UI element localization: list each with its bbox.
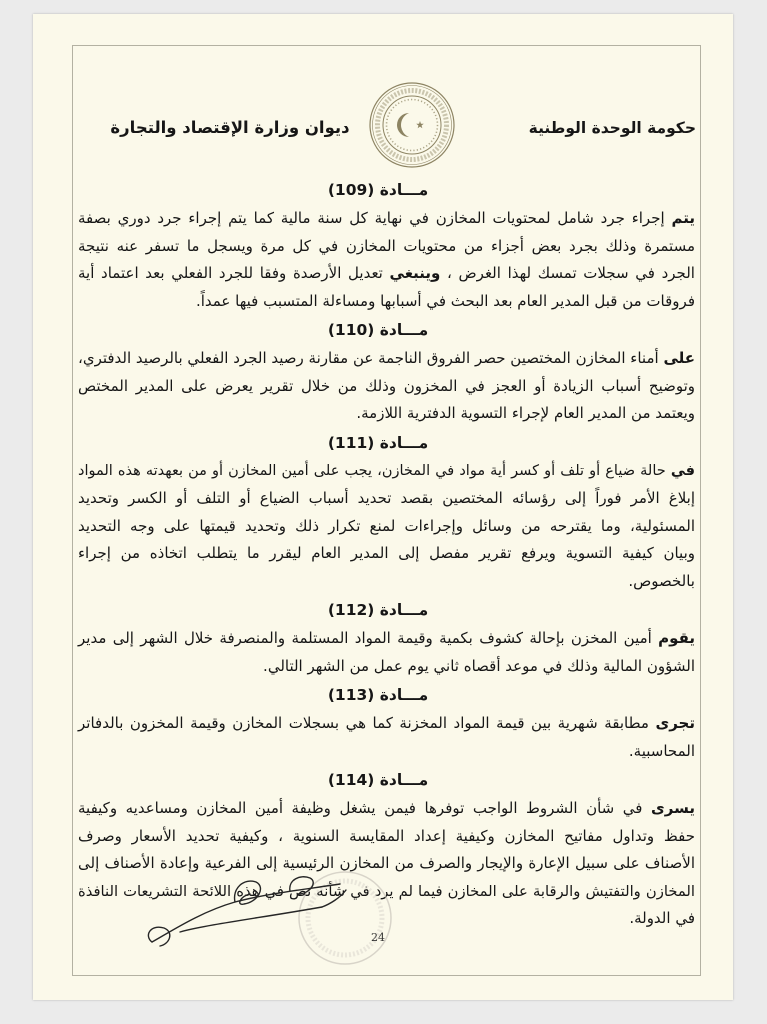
line-text: مطابقة شهرية بين قيمة المواد المخزنة كما هي بسجلات المخازن وقيمة المخزون بالدفاتر [78,714,649,732]
article-line: المخازن والتفتيش والرقابة على المخازن فيما لم يرد في شأنه نص في هذه اللائحة التشريعات النافذة [78,882,695,900]
line-text: الجرد في سجلات تمسك لهذا الغرض ، [447,264,695,282]
article-line: ويعتمد من المدير العام لإجراء التسوية الدفترية اللازمة. [356,404,695,422]
crescent-star-icon [397,113,424,137]
article-heading: مـــادة (109) [327,181,429,199]
page-number: 24 [371,931,385,944]
line-text: إجراء جرد شامل لمحتويات المخازن في نهاية كل سنة مالية كما يتم إجراء جرد دوري بصفة [78,209,665,227]
lead-word: يسرى [651,799,695,817]
article-line [78,205,695,233]
lead-word: في [670,462,695,479]
article-line: وبيان كيفية التسوية ويرفع تقرير مفصل إلى المدير العام ليقرر ما يتطلب اتخاذه من إجراء [78,544,695,562]
article-heading: مـــادة (113) [327,686,429,704]
article-line: حفظ وتداول مفاتيح المخازن وكيفية إعداد المقايسة السنوية ، وكيفية تحديد الأسعار وصرف [78,826,695,845]
signature [140,860,360,960]
article-113 [78,680,695,765]
article-line [78,260,695,288]
article-110 [78,315,695,428]
lead-word: على [663,349,695,367]
article-heading: مـــادة (110) [327,321,429,339]
article-line: المحاسبية. [628,741,695,760]
article-heading: مـــادة (111) [327,433,429,452]
lead-word: تجرى [655,714,695,732]
article-line: المسئولية، وما يقترحه من وسائل وإجراءات لمنع تكرار ذلك وتحديد قيمتها على وجه التحديد [78,516,695,535]
state-emblem-seal [368,81,456,169]
article-line [78,458,695,486]
article-line: في الدولة. [629,909,695,927]
line-text: أمين المخزن بإحالة كشوف بكمية وقيمة المواد المستلمة والمنصرفة خلال الشهر إلى مدير [78,629,652,647]
line-text: في شأن الشروط الواجب توفرها فيمن يشغل وظيفة أمين المخازن ومساعديه وكيفية [78,799,643,817]
article-109 [78,175,695,315]
ministry-title: ديوان وزارة الإقتصاد والتجارة [110,118,350,137]
article-line: إبلاغ الأمر فوراً إلى رؤسائه المختصين بقصد تحديد أسباب الضياع أو التلف أو الكسر وتحديد [78,489,695,507]
line-text: أمناء المخازن المختصين حصر الفروق الناجمة عن مقارنة رصيد الجرد الفعلي بالرصيد الدفتري، [78,349,659,367]
article-112 [78,595,695,680]
article-line [78,625,695,653]
line-text: تعديل الأرصدة وفقا للجرد الفعلي بعد اعتماد أية [78,264,383,282]
article-heading: مـــادة (112) [327,601,429,619]
government-title: حكومة الوحدة الوطنية [528,119,696,137]
article-line: الشؤون المالية وذلك في موعد أقصاه ثاني يوم عمل من الشهر التالي. [263,656,695,675]
article-line [78,795,695,823]
article-111 [78,428,695,596]
lead-word: يتم [671,209,695,227]
article-line [78,710,695,738]
line-text: حالة ضياع أو تلف أو كسر أية مواد في المخازن، يجب على أمين المخازن أو من بعهدته هذه المواد [78,462,666,479]
emphasis-word: وينبغي [389,264,441,282]
article-line: وتوضيح أسباب الزيادة أو العجز في المخزون وذلك من خلال تقرير يعرض على المدير المختص [78,376,695,395]
article-line: فروقات من قبل المدير العام بعد البحث في أسبابها ومساءلة المتسبب فيها عمداً. [195,291,695,310]
article-line: بالخصوص. [628,571,695,590]
article-line [78,345,695,373]
article-line: مستمرة وذلك بجرد بعض أجزاء من محتويات المخازن في كل مرة ويسجل ما تسفر عنه نتيجة [78,236,695,255]
lead-word: يقوم [658,629,695,647]
document-body [78,175,695,933]
article-line: الأصناف على سبيل الإعارة والإيجار والصرف من المخازن الرئيسية إلى الفرعية وإعادة الأصناف إلى [78,854,695,872]
article-heading: مـــادة (114) [327,771,429,789]
